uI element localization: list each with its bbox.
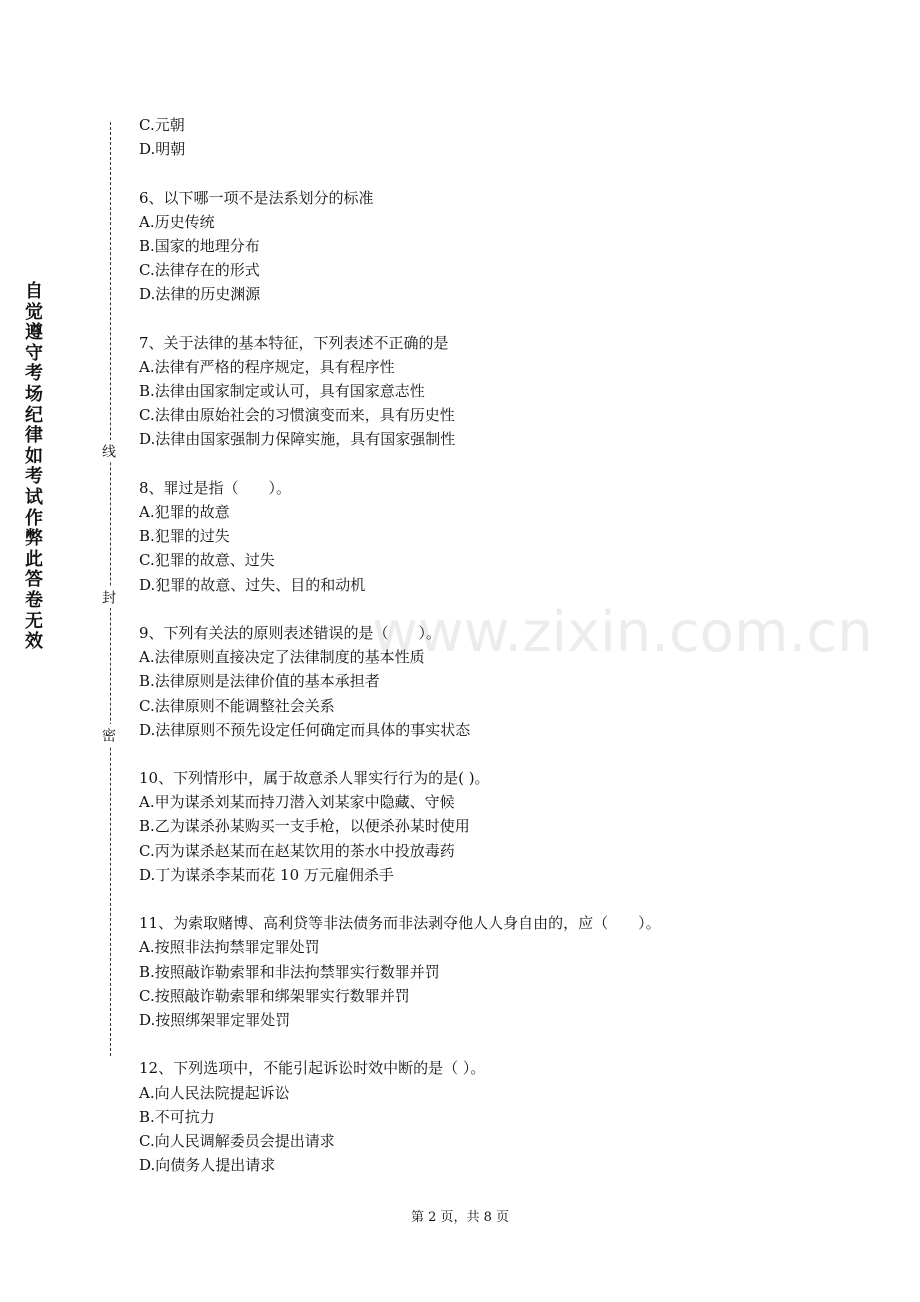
question-stem: 8、罪过是指（ ）。 — [139, 478, 292, 497]
option-line: A.法律有严格的程序规定，具有程序性 — [139, 357, 395, 376]
question-8 — [139, 476, 879, 597]
option-line: D.明朝 — [139, 140, 186, 159]
option-line: C.法律由原始社会的习惯演变而来，具有历史性 — [139, 406, 455, 425]
question-stem: 9、下列有关法的原则表述错误的是（ ）。 — [139, 623, 442, 642]
question-10 — [139, 766, 879, 887]
cut-mark-feng: 封 — [103, 586, 119, 608]
option-line: A.法律原则直接决定了法律制度的基本性质 — [139, 648, 425, 667]
option-line: D.犯罪的故意、过失、目的和动机 — [139, 575, 366, 594]
option-line: B.犯罪的过失 — [139, 527, 230, 546]
option-line: B.国家的地理分布 — [139, 236, 260, 255]
question-list — [139, 113, 879, 1177]
question-6 — [139, 186, 879, 307]
question-9 — [139, 621, 879, 742]
question-stem: 6、以下哪一项不是法系划分的标准 — [139, 188, 374, 207]
cut-mark-xian: 线 — [103, 440, 119, 462]
option-line: C.丙为谋杀赵某而在赵某饮用的茶水中投放毒药 — [139, 841, 455, 860]
question-12 — [139, 1056, 879, 1177]
exam-discipline-notice: 自觉遵守考场纪律如考试作弊此答卷无效 — [25, 281, 43, 653]
cut-mark-mi: 密 — [103, 724, 119, 746]
option-line: C.法律原则不能调整社会关系 — [139, 696, 335, 715]
option-line: B.乙为谋杀孙某购买一支手枪，以便杀孙某时使用 — [139, 817, 470, 836]
option-line: D.丁为谋杀李某而花 10 万元雇佣杀手 — [139, 865, 394, 884]
option-line: D.法律的历史渊源 — [139, 285, 261, 304]
question-stem: 10、下列情形中，属于故意杀人罪实行行为的是( )。 — [139, 769, 490, 788]
option-line: C.犯罪的故意、过失 — [139, 551, 275, 570]
option-line: C.法律存在的形式 — [139, 261, 260, 280]
option-line: A.向人民法院提起诉讼 — [139, 1083, 290, 1102]
option-line: B.按照敲诈勒索罪和非法拘禁罪实行数罪并罚 — [139, 962, 440, 981]
option-line: A.按照非法拘禁罪定罪处罚 — [139, 938, 320, 957]
option-line: B.不可抗力 — [139, 1107, 215, 1126]
option-line: C.元朝 — [139, 116, 185, 134]
watermark: www.zixin.com.cn — [372, 600, 873, 665]
option-line: A.甲为谋杀刘某而持刀潜入刘某家中隐藏、守候 — [139, 793, 455, 812]
option-line: B.法律由国家制定或认可，具有国家意志性 — [139, 382, 425, 401]
option-line: A.犯罪的故意 — [139, 503, 230, 521]
question-stem: 12、下列选项中，不能引起诉讼时效中断的是（ ）。 — [139, 1059, 486, 1078]
question-stem: 11、为索取赌博、高利贷等非法债务而非法剥夺他人人身自由的，应（ ）。 — [139, 914, 661, 933]
question-11 — [139, 911, 879, 1032]
option-line: C.向人民调解委员会提出请求 — [139, 1131, 335, 1150]
option-line: D.法律由国家强制力保障实施，具有国家强制性 — [139, 430, 456, 449]
option-line: D.法律原则不预先设定任何确定而具体的事实状态 — [139, 720, 471, 739]
option-line: D.按照绑架罪定罪处罚 — [139, 1010, 291, 1029]
question-7 — [139, 331, 879, 452]
question-stem: 7、关于法律的基本特征，下列表述不正确的是 — [139, 333, 449, 352]
option-line: B.法律原则是法律价值的基本承担者 — [139, 672, 380, 691]
option-line: A.历史传统 — [139, 212, 215, 231]
option-line: D.向债务人提出请求 — [139, 1156, 276, 1175]
option-line: C.按照敲诈勒索罪和绑架罪实行数罪并罚 — [139, 986, 410, 1005]
page-footer: 第 2 页，共 8 页 — [410, 1210, 510, 1225]
